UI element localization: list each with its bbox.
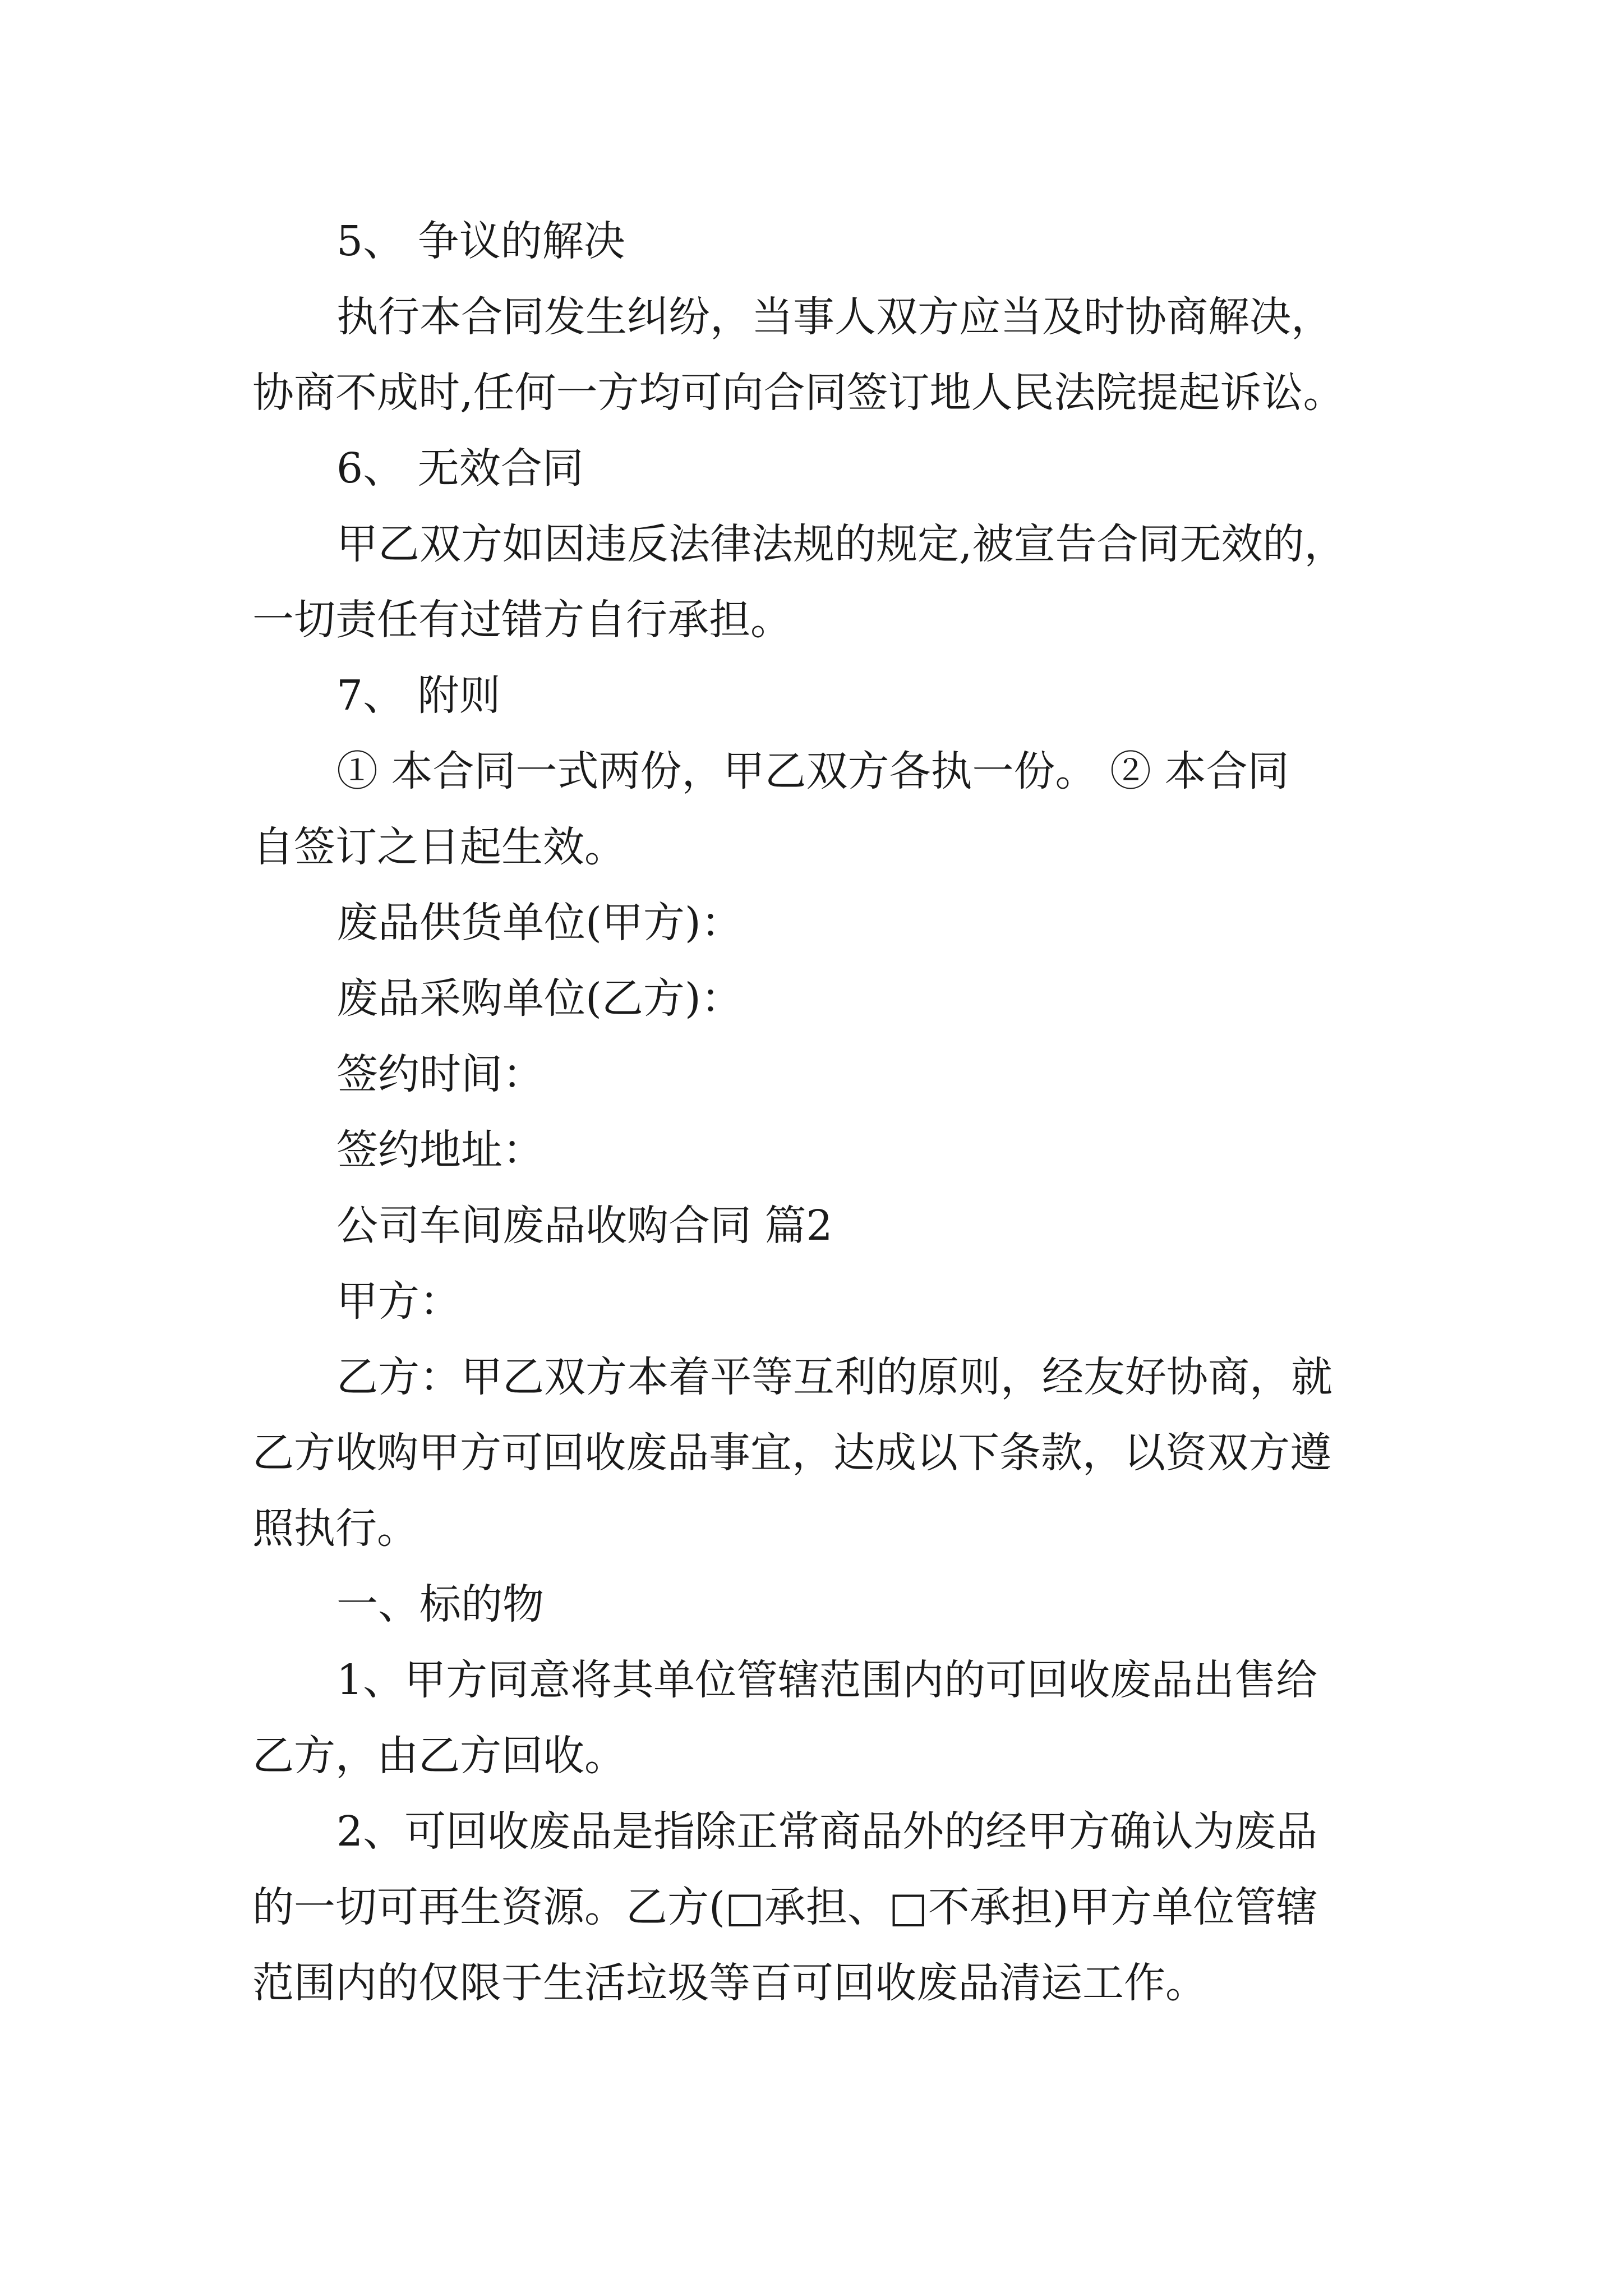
section-1-heading: 一、标的物 <box>336 1580 544 1628</box>
paragraph-line: 2、可回收废品是指除正常商品外的经甲方确认为废品 <box>336 1807 1318 1856</box>
paragraph-line: 范围内的仅限于生活垃圾等百可回收废品清运工作。 <box>252 1959 1207 2007</box>
section-5-heading: 5、 争议的解决 <box>336 217 625 265</box>
paragraph-line: 甲乙双方如因违反法律法规的规定,被宣告合同无效的， <box>336 520 1346 568</box>
section-7-heading: 7、 附则 <box>336 671 501 720</box>
paragraph-line: 自签订之日起生效。 <box>252 823 626 871</box>
signing-time-line: 签约时间： <box>336 1050 544 1098</box>
paragraph-line: 乙方收购甲方可回收废品事宜，达成以下条款，以资双方遵 <box>252 1429 1331 1477</box>
paragraph-line: 执行本合同发生纠纷，当事人双方应当及时协商解决， <box>336 293 1332 341</box>
contract-2-title: 公司车间废品收购合同 篇2 <box>336 1202 833 1250</box>
purchaser-party-line: 废品采购单位(乙方)： <box>336 974 743 1023</box>
section-6-heading: 6、 无效合同 <box>336 444 584 493</box>
paragraph-line: 乙方：甲乙双方本着平等互利的原则，经友好协商，就 <box>336 1353 1332 1401</box>
paragraph-line: 一切责任有过错方自行承担。 <box>252 596 792 644</box>
paragraph-line: 照执行。 <box>252 1504 418 1553</box>
paragraph-line: 乙方，由乙方回收。 <box>252 1732 626 1780</box>
supplier-party-line: 废品供货单位(甲方)： <box>336 899 743 947</box>
signing-address-line: 签约地址： <box>336 1126 544 1174</box>
party-a-line: 甲方： <box>336 1277 461 1326</box>
paragraph-line: ① 本合同一式两份，甲乙双方各执一份。 ② 本合同 <box>336 747 1289 795</box>
paragraph-line: 的一切可再生资源。乙方(□承担、□不承担)甲方单位管辖 <box>252 1883 1318 1931</box>
paragraph-line: 1、甲方同意将其单位管辖范围内的可回收废品出售给 <box>336 1656 1318 1704</box>
paragraph-line: 协商不成时,任何一方均可向合同签订地人民法院提起诉讼。 <box>252 369 1345 417</box>
